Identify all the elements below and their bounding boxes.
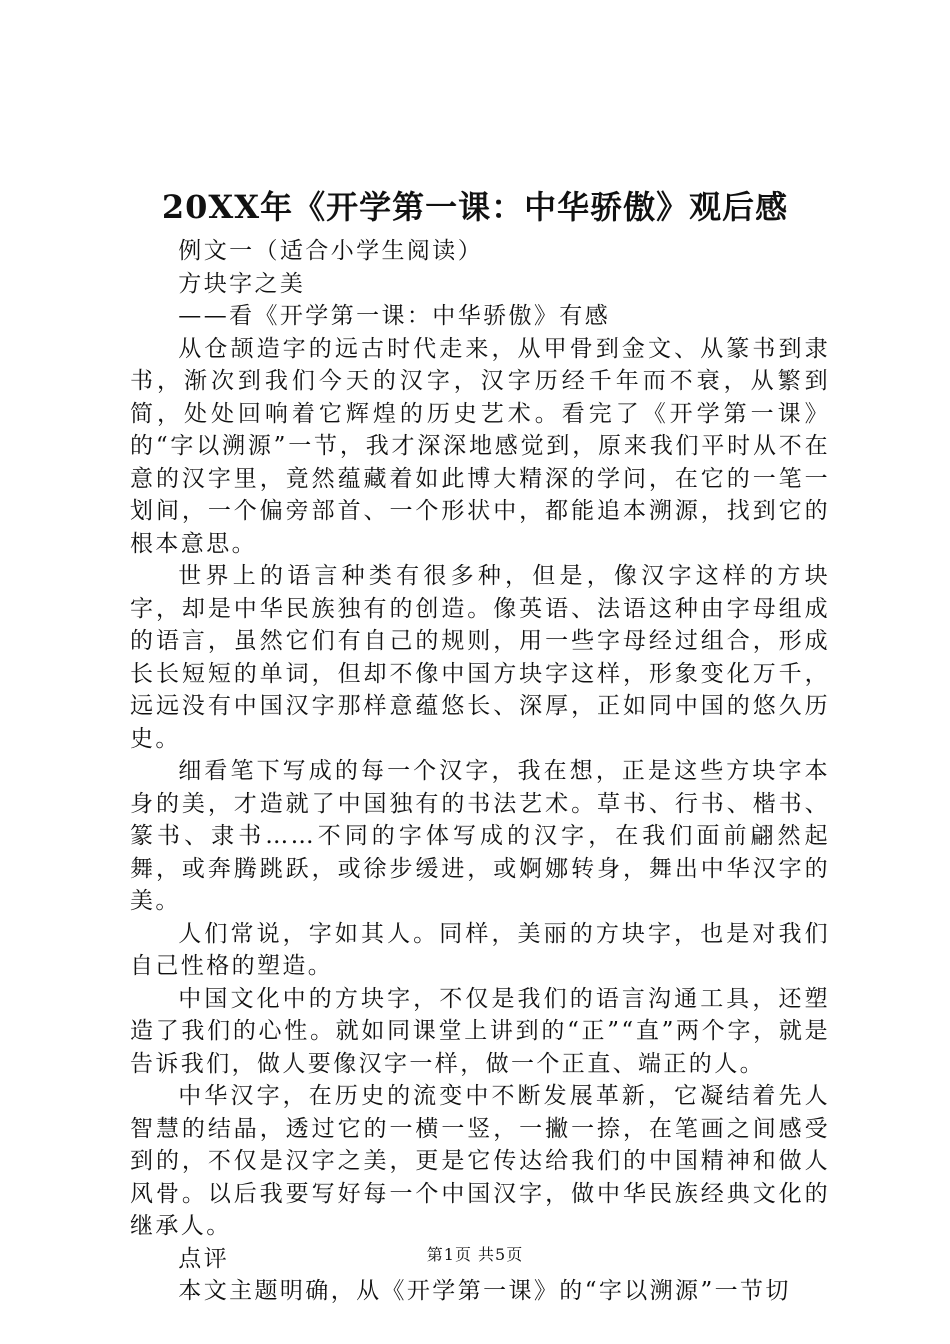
page-footer: 第1页 共5页 xyxy=(426,1245,524,1264)
body-paragraph: 细看笔下写成的每一个汉字，我在想，正是这些方块字本身的美，才造就了中国独有的书法艺术。草书、行书、楷书、篆书、隶书……不同的字体写成的汉字，在我们面前翩然起舞，或奔腾跳跃，或徐步缓进，或婀娜转身，舞出中华汉字的美。 xyxy=(130,758,830,914)
essay-title: 方块字之美 xyxy=(178,270,306,297)
body-paragraph: 从仓颉造字的远古时代走来，从甲骨到金文、从篆书到隶书，渐次到我们今天的汉字，汉字历经千年而不衰，从繁到简，处处回响着它辉煌的历史艺术。看完了《开学第一课》的“字以溯源”一节，我才深深地感觉到，原来我们平时从不在意的汉字里，竟然蕴藏着如此博大精深的学问，在它的一笔一划间，一个偏旁部首、一个形状中，都能追本溯源，找到它的根本意思。 xyxy=(130,335,830,557)
essay-subtitle: ——看《开学第一课：中华骄傲》有感 xyxy=(178,303,611,329)
body-paragraph: 人们常说，字如其人。同样，美丽的方块字，也是对我们自己性格的塑造。 xyxy=(130,920,830,979)
body-paragraph: 中国文化中的方块字，不仅是我们的语言沟通工具，还塑造了我们的心性。就如同课堂上讲到的“正”“直”两个字，就是告诉我们，做人要像汉字一样，做一个正直、端正的人。 xyxy=(130,985,830,1077)
document-title: 20XX年《开学第一课：中华骄傲》观后感 xyxy=(161,188,789,226)
body-paragraph: 世界上的语言种类有很多种，但是，像汉字这样的方块字，却是中华民族独有的创造。像英语、法语这种由字母组成的语言，虽然它们有自己的规则，用一些字母经过组合，形成长长短短的单词，但却不像中国方块字这样，形象变化万千，远远没有中国汉字那样意蕴悠长、深厚，正如同中国的悠久历史。 xyxy=(130,563,830,752)
comment-heading: 点评 xyxy=(178,1245,230,1272)
document-body xyxy=(130,235,830,1308)
subtitle-example-one: 例文一（适合小学生阅读） xyxy=(178,238,484,264)
comment-paragraph: 本文主题明确，从《开学第一课》的“字以溯源”一节切 xyxy=(178,1278,791,1304)
body-paragraph: 中华汉字，在历史的流变中不断发展革新，它凝结着先人智慧的结晶，透过它的一横一竖，一撇一捺，在笔画之间感受到的，不仅是汉字之美，更是它传达给我们的中国精神和做人风骨。以后我要写好每一个中国汉字，做中华民族经典文化的继承人。 xyxy=(130,1083,830,1239)
